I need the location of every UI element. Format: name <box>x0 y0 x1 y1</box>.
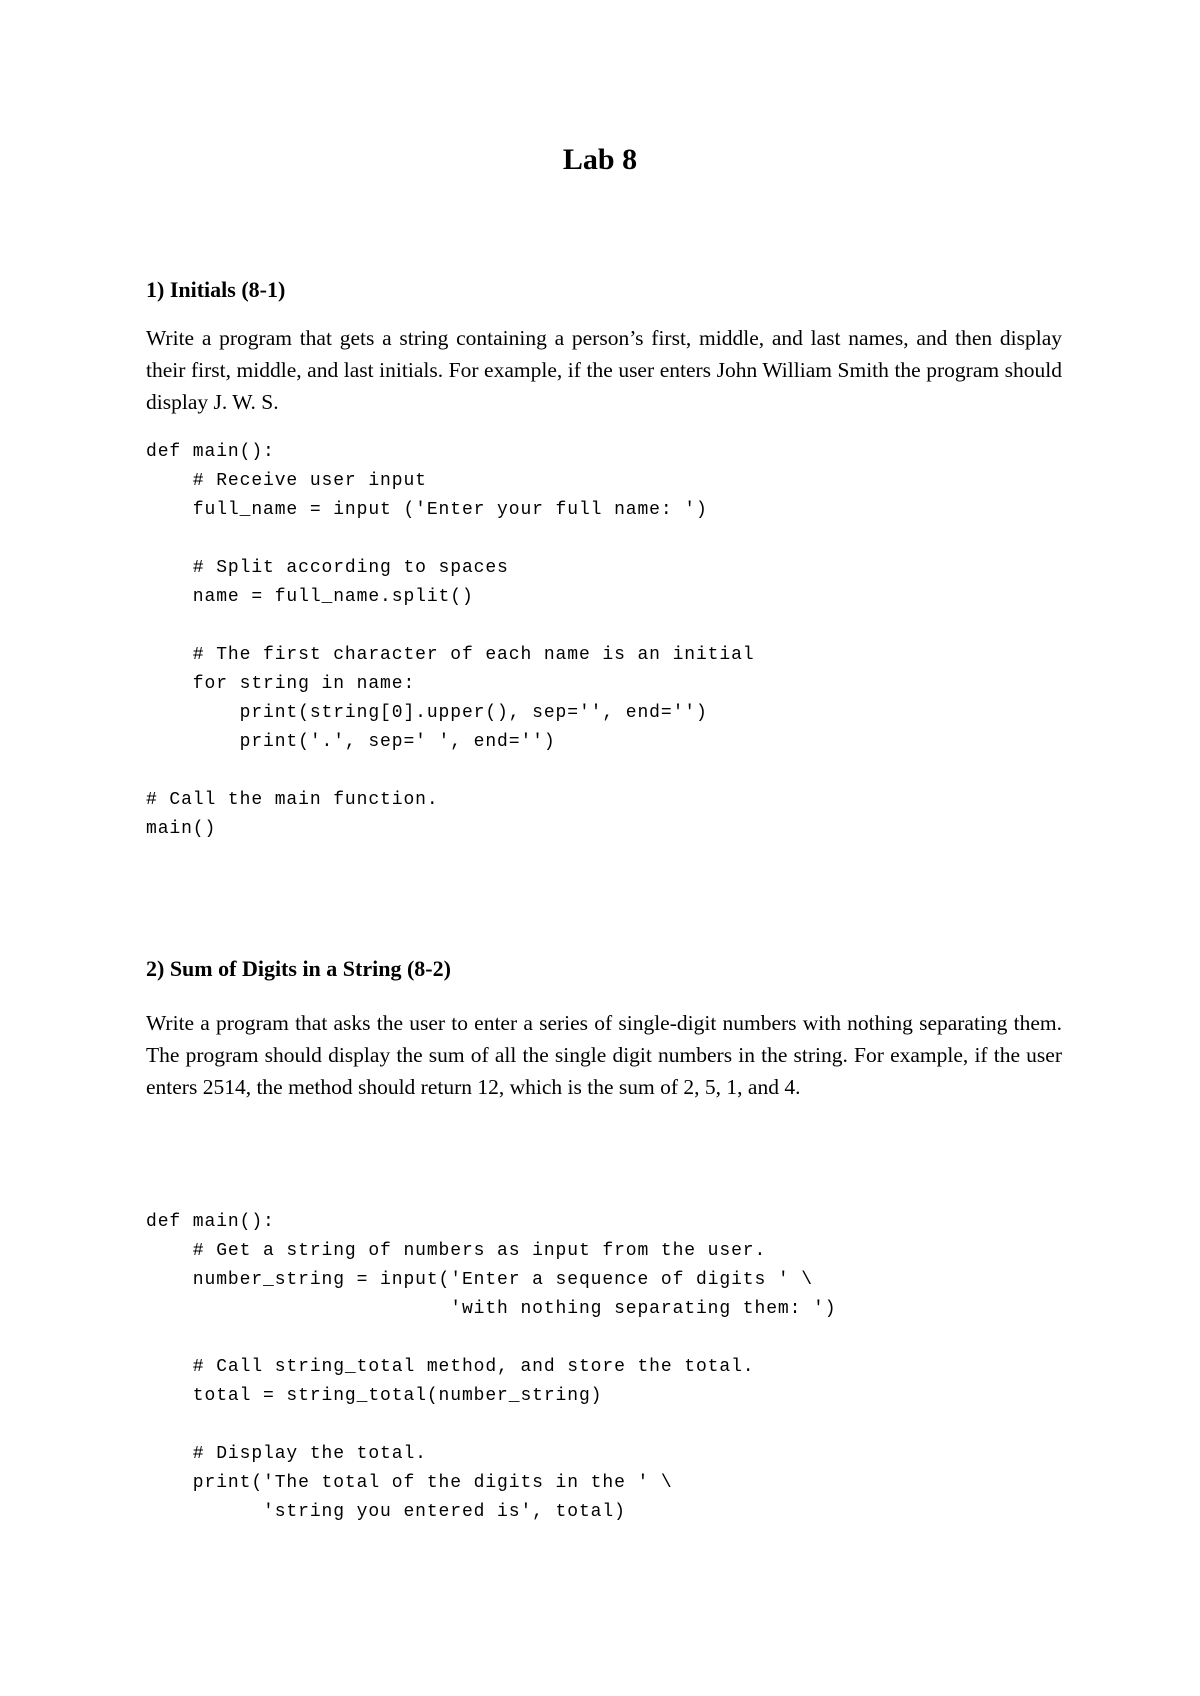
code-line: def main(): <box>146 442 275 462</box>
code-line <box>146 757 755 786</box>
section-2-heading: 2) Sum of Digits in a String (8-2) <box>146 956 451 981</box>
code-line: # Call string_total method, and store the total. <box>146 1357 755 1377</box>
code-line: total = string_total(number_string) <box>146 1386 603 1406</box>
code-line: # Split according to spaces <box>146 558 509 578</box>
code-line: # Display the total. <box>146 1444 427 1464</box>
code-line: 'string you entered is', total) <box>146 1502 626 1522</box>
code-line: main() <box>146 819 217 839</box>
code-line <box>146 1411 836 1440</box>
code-line: number_string = input('Enter a sequence of digits ' \ <box>146 1270 813 1290</box>
code-line: for string in name: <box>146 674 416 694</box>
code-line <box>146 612 755 641</box>
code-line: # Receive user input <box>146 471 427 491</box>
code-line: full_name = input ('Enter your full name: ') <box>146 500 708 520</box>
page-title: Lab 8 <box>562 143 638 176</box>
code-line: def main(): <box>146 1212 275 1232</box>
section-1-code-block <box>146 438 755 844</box>
code-line: # Get a string of numbers as input from the user. <box>146 1241 767 1261</box>
section-2-paragraph: Write a program that asks the user to enter a series of single-digit numbers with nothing separating them. The program should display the sum of all the single digit numbers in the string. For example, if the user enters 2514, the method should return 12, which is the sum of 2, 5, 1, and 4. <box>146 1011 1062 1099</box>
section-2-code-block <box>146 1208 836 1527</box>
code-line: print('.', sep=' ', end='') <box>146 732 556 752</box>
code-line: # Call the main function. <box>146 790 439 810</box>
code-line: 'with nothing separating them: ') <box>146 1299 837 1319</box>
code-line <box>146 525 755 554</box>
code-line: # The first character of each name is an initial <box>146 645 755 665</box>
code-line: name = full_name.split() <box>146 587 474 607</box>
section-1-heading: 1) Initials (8-1) <box>146 277 286 302</box>
code-line <box>146 1324 836 1353</box>
code-line: print('The total of the digits in the ' \ <box>146 1473 673 1493</box>
code-line: print(string[0].upper(), sep='', end='') <box>146 703 708 723</box>
section-1-paragraph: Write a program that gets a string containing a person’s first, middle, and last names, and then display their first, middle, and last initials. For example, if the user enters John William Smith the program should display J. W. S. <box>146 326 1062 414</box>
